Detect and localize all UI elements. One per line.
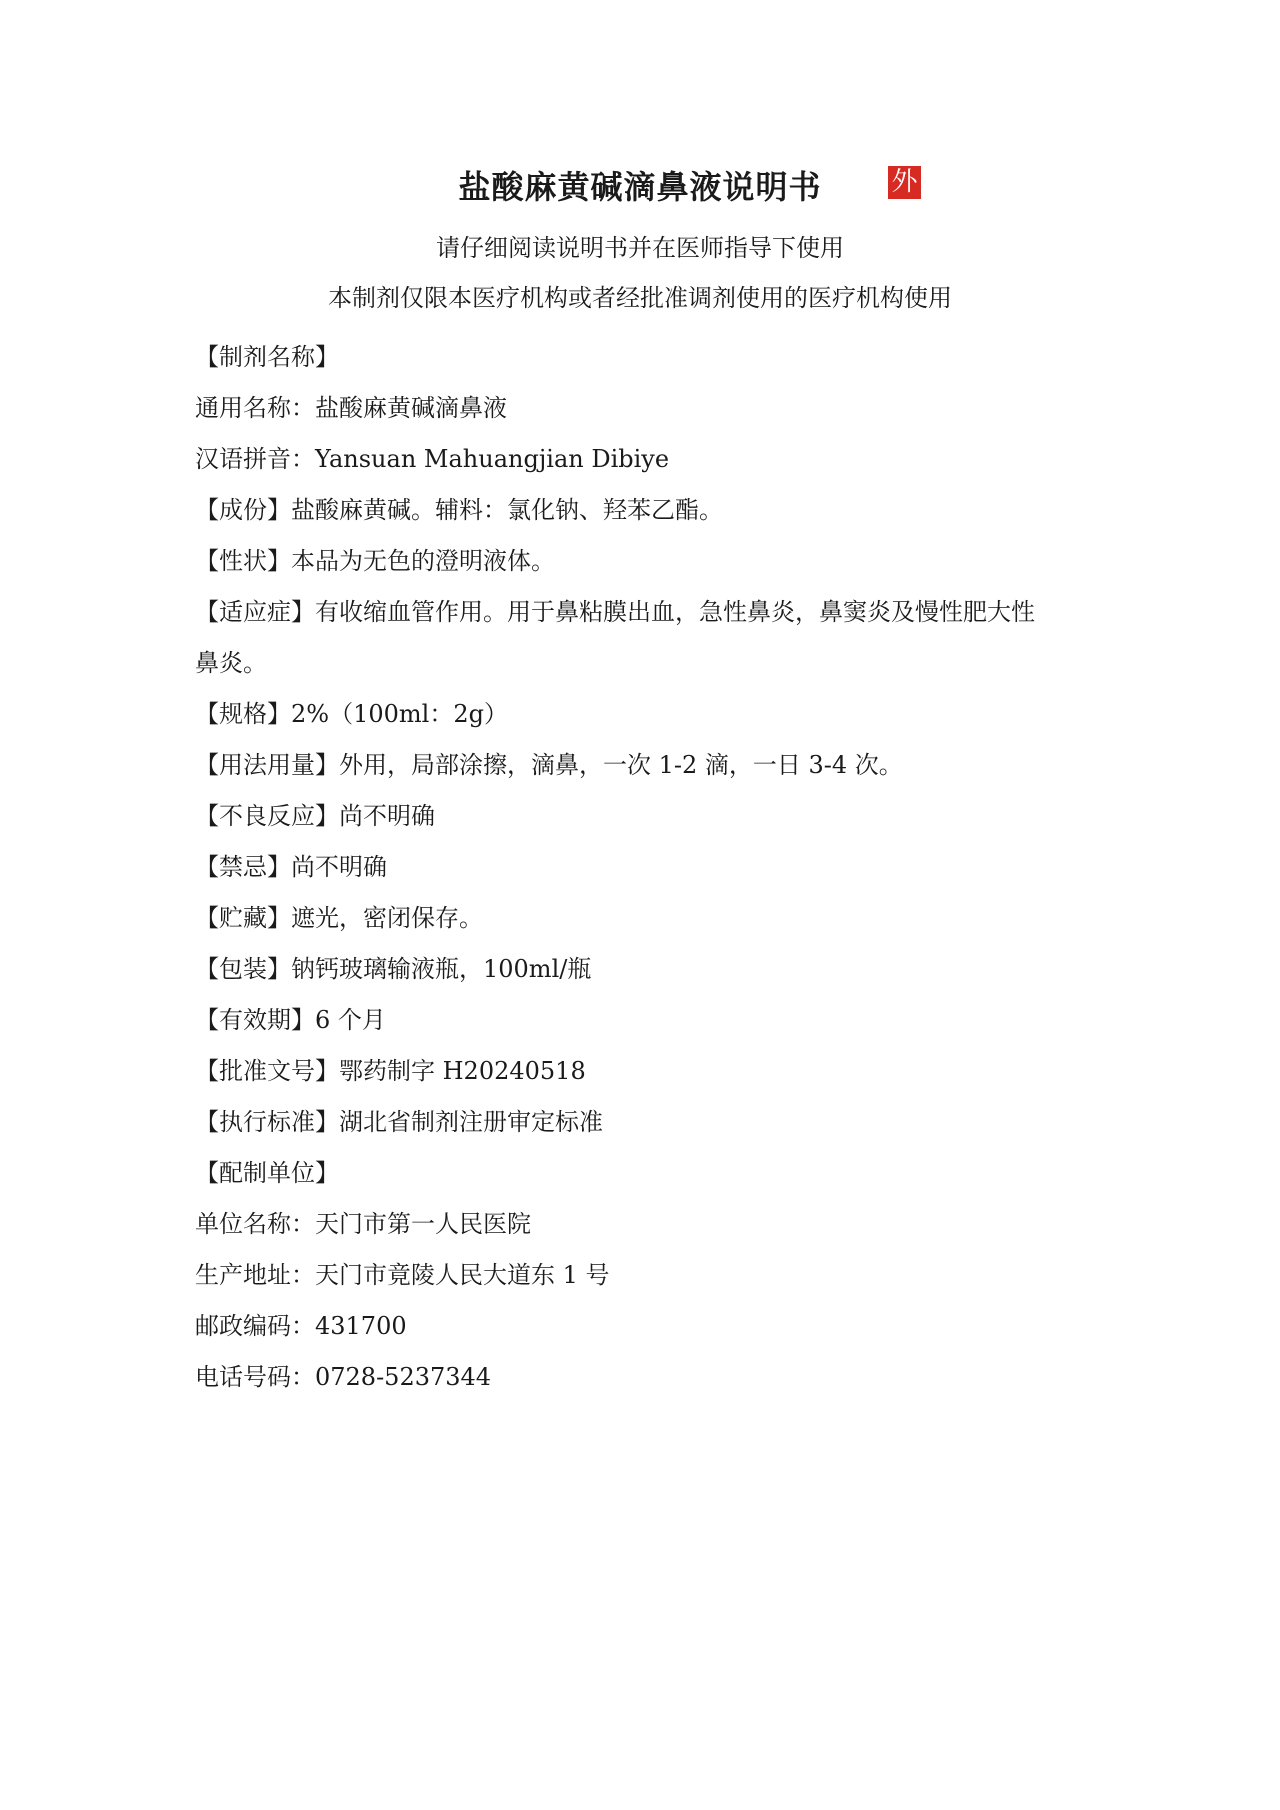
phone-number: 电话号码：0728-5237344: [195, 1363, 492, 1391]
section-specification: 【规格】2%（100ml：2g）: [195, 700, 508, 728]
section-storage: 【贮藏】遮光，密闭保存。: [195, 904, 483, 932]
section-approval-number: 【批准文号】鄂药制字 H20240518: [195, 1057, 586, 1085]
restriction-notice: 本制剂仅限本医疗机构或者经批准调剂使用的医疗机构使用: [328, 284, 952, 312]
section-description: 【性状】本品为无色的澄明液体。: [195, 547, 555, 575]
usage-notice: 请仔细阅读说明书并在医师指导下使用: [436, 234, 844, 262]
section-adverse-reactions: 【不良反应】尚不明确: [195, 802, 435, 830]
section-indications-continued: 鼻炎。: [195, 649, 267, 677]
section-shelf-life: 【有效期】6 个月: [195, 1006, 386, 1034]
postal-code: 邮政编码：431700: [195, 1312, 407, 1340]
document-title: 盐酸麻黄碱滴鼻液说明书: [458, 168, 822, 206]
section-manufacturer: 【配制单位】: [195, 1159, 339, 1187]
unit-name: 单位名称：天门市第一人民医院: [195, 1210, 531, 1238]
instruction-body: [195, 332, 1095, 1403]
external-use-badge: 外: [888, 166, 921, 199]
section-contraindications: 【禁忌】尚不明确: [195, 853, 387, 881]
section-indications: 【适应症】有收缩血管作用。用于鼻粘膜出血，急性鼻炎，鼻窦炎及慢性肥大性: [195, 598, 1035, 626]
generic-name: 通用名称：盐酸麻黄碱滴鼻液: [195, 394, 507, 422]
section-ingredients: 【成份】盐酸麻黄碱。辅料：氯化钠、羟苯乙酯。: [195, 496, 723, 524]
pinyin-name: 汉语拼音：Yansuan Mahuangjian Dibiye: [195, 445, 670, 473]
section-standard: 【执行标准】湖北省制剂注册审定标准: [195, 1108, 603, 1136]
section-dosage: 【用法用量】外用，局部涂擦，滴鼻，一次 1-2 滴，一日 3-4 次。: [195, 751, 903, 779]
section-packaging: 【包装】钠钙玻璃输液瓶，100ml/瓶: [195, 955, 592, 983]
title-row: [0, 165, 1280, 209]
production-address: 生产地址：天门市竟陵人民大道东 1 号: [195, 1261, 610, 1289]
section-preparation-name: 【制剂名称】: [195, 343, 339, 371]
